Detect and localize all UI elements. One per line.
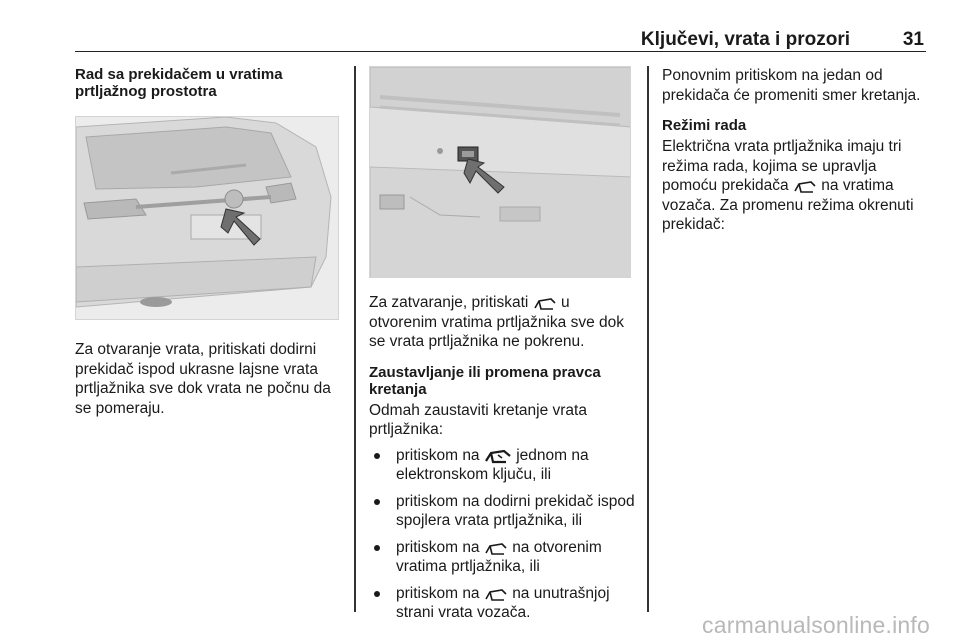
column-divider xyxy=(647,66,649,612)
section-heading: Rad sa prekidačem u vratima prtljažnog prostotra xyxy=(75,66,283,100)
tailgate-icon xyxy=(484,588,508,602)
column-right xyxy=(662,66,932,235)
tailgate-icon xyxy=(533,297,557,311)
list-item: pritiskom na na otvorenim vratima prtljažnika, ili xyxy=(369,538,637,576)
section-heading: Zaustavljanje ili promena pravca kretanja xyxy=(369,363,601,398)
list-item: pritiskom na dodirni prekidač ispod spojlera vrata prtljažnika, ili xyxy=(369,492,637,530)
section-title: Ključevi, vrata i prozori xyxy=(640,29,850,50)
column-left xyxy=(75,66,345,418)
bullet-dot xyxy=(374,453,380,459)
column-middle xyxy=(369,66,637,630)
list-item: pritiskom na jednom na elektronskom ključu, ili xyxy=(369,446,637,484)
bullet-dot xyxy=(374,499,380,505)
tailgate-interior-illustration xyxy=(369,66,631,278)
remote-key-tailgate-icon xyxy=(484,449,512,464)
watermark: carmanualsonline.info xyxy=(702,612,930,638)
car-rear-illustration xyxy=(75,116,339,320)
bullet-dot xyxy=(374,545,380,551)
bullet-list xyxy=(369,446,637,622)
paragraph: Ponovnim pritiskom na jedan od prekidača će promeniti smer kretanja. xyxy=(662,67,921,104)
section-heading: Režimi rada xyxy=(662,117,747,134)
paragraph: Odmah zaustaviti kretanje vrata prtljažnika: xyxy=(369,401,587,438)
paragraph: Za zatvaranje, pritiskati u otvorenim vratima prtljažnika sve dok se vrata prtljažnika ne pokrenu. xyxy=(369,294,624,350)
bullet-dot xyxy=(374,591,380,597)
column-divider xyxy=(354,66,356,612)
tailgate-icon xyxy=(484,542,508,556)
paragraph: Električna vrata prtljažnika imaju tri režima rada, kojima se upravlja pomoću prekidača na vratima vozača. Za promenu režima okrenuti prekidač: xyxy=(662,138,914,233)
list-item: pritiskom na na unutrašnjoj strani vrata vozača. xyxy=(369,584,637,622)
page-number: 31 xyxy=(902,29,924,50)
tailgate-icon xyxy=(793,180,817,194)
page-header xyxy=(75,26,926,52)
paragraph: Za otvaranje vrata, pritiskati dodirni prekidač ispod ukrasne lajsne vrata prtljažnika sve dok vrata ne počnu da se pomeraju. xyxy=(75,341,331,417)
